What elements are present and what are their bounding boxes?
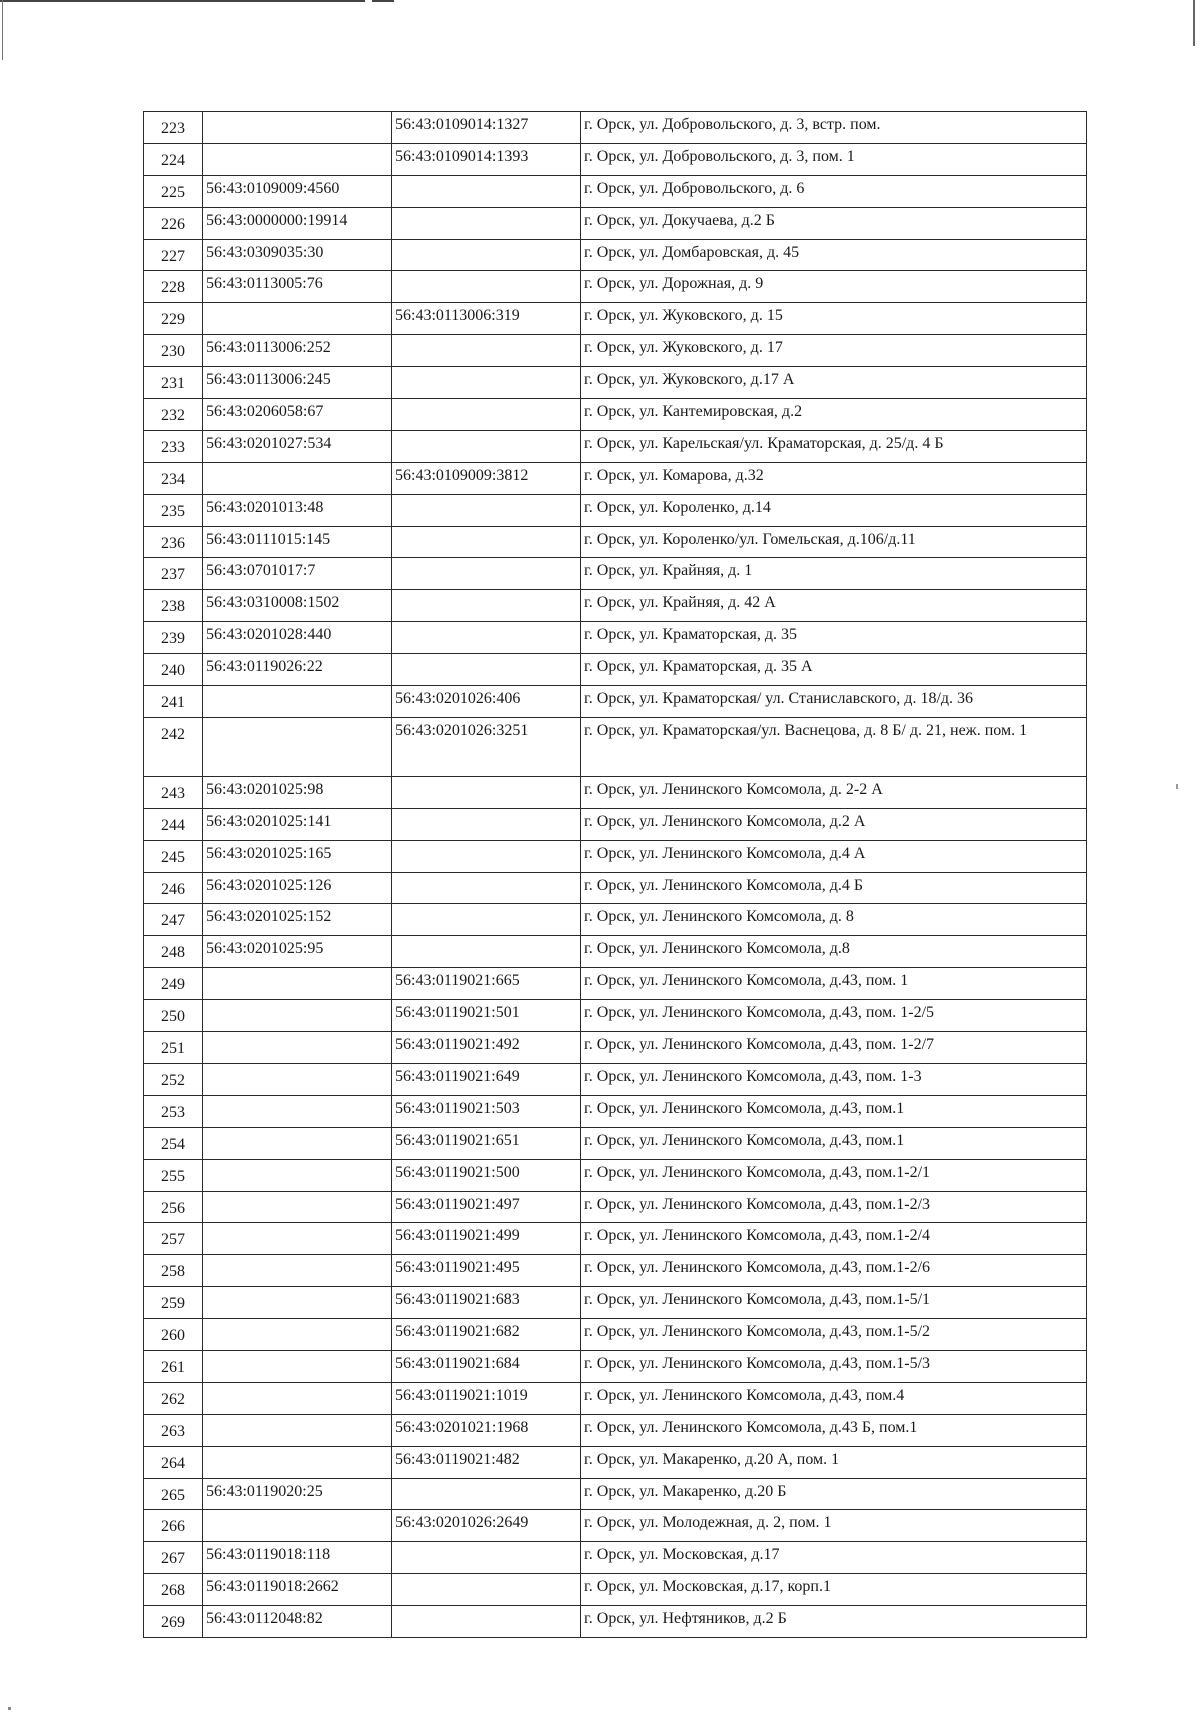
- address-cell: г. Орск, ул. Крайняя, д. 42 А: [581, 590, 1087, 622]
- cadastral-object-cell: 56:43:0109014:1393: [392, 143, 581, 175]
- cadastral-object-cell: 56:43:0201026:406: [392, 686, 581, 718]
- table-row: [144, 808, 1087, 840]
- address-cell: г. Орск, ул. Ленинского Комсомола, д.43, пом.1-5/3: [581, 1350, 1087, 1382]
- table-row: [144, 1319, 1087, 1351]
- cadastral-land-cell: 56:43:0119020:25: [203, 1478, 392, 1510]
- table-row: [144, 494, 1087, 526]
- address-cell: г. Орск, ул. Ленинского Комсомола, д.43 Б, пом.1: [581, 1414, 1087, 1446]
- cadastral-object-cell: 56:43:0119021:495: [392, 1255, 581, 1287]
- row-number-cell: 227: [144, 239, 203, 271]
- address-cell: г. Орск, ул. Ленинского Комсомола, д.4 Б: [581, 872, 1087, 904]
- address-cell: г. Орск, ул. Ленинского Комсомола, д.4 А: [581, 840, 1087, 872]
- row-number-cell: 264: [144, 1446, 203, 1478]
- address-cell: г. Орск, ул. Ленинского Комсомола, д.8: [581, 936, 1087, 968]
- row-number-cell: 245: [144, 840, 203, 872]
- cadastral-object-cell: 56:43:0119021:499: [392, 1223, 581, 1255]
- row-number-cell: 239: [144, 622, 203, 654]
- table-row: [144, 1255, 1087, 1287]
- table-row: [144, 526, 1087, 558]
- row-number-cell: 250: [144, 1000, 203, 1032]
- cadastral-land-cell: [203, 1414, 392, 1446]
- row-number-cell: 241: [144, 686, 203, 718]
- address-cell: г. Орск, ул. Ленинского Комсомола, д.43, пом.1-2/3: [581, 1191, 1087, 1223]
- cadastral-object-cell: 56:43:0119021:492: [392, 1032, 581, 1064]
- table-row: [144, 1574, 1087, 1606]
- row-number-cell: 263: [144, 1414, 203, 1446]
- cadastral-land-cell: [203, 1127, 392, 1159]
- table-row: [144, 1159, 1087, 1191]
- address-cell: г. Орск, ул. Короленко, д.14: [581, 494, 1087, 526]
- cadastral-land-cell: [203, 1255, 392, 1287]
- address-cell: г. Орск, ул. Жуковского, д.17 А: [581, 367, 1087, 399]
- cadastral-land-cell: 56:43:0206058:67: [203, 399, 392, 431]
- address-cell: г. Орск, ул. Краматорская/ул. Васнецова, д. 8 Б/ д. 21, неж. пом. 1: [581, 717, 1087, 776]
- table-row: [144, 1350, 1087, 1382]
- cadastral-land-cell: [203, 1319, 392, 1351]
- row-number-cell: 231: [144, 367, 203, 399]
- address-cell: г. Орск, ул. Ленинского Комсомола, д.43, пом.1-2/4: [581, 1223, 1087, 1255]
- cadastral-object-cell: 56:43:0119021:651: [392, 1127, 581, 1159]
- table-row: [144, 1127, 1087, 1159]
- cadastral-object-cell: [392, 558, 581, 590]
- table-row: [144, 686, 1087, 718]
- table-row: [144, 239, 1087, 271]
- cadastral-object-cell: 56:43:0119021:682: [392, 1319, 581, 1351]
- cadastral-land-cell: [203, 1032, 392, 1064]
- row-number-cell: 256: [144, 1191, 203, 1223]
- address-cell: г. Орск, ул. Дорожная, д. 9: [581, 271, 1087, 303]
- cadastral-land-cell: 56:43:0201025:95: [203, 936, 392, 968]
- row-number-cell: 238: [144, 590, 203, 622]
- row-number-cell: 251: [144, 1032, 203, 1064]
- address-cell: г. Орск, ул. Московская, д.17: [581, 1542, 1087, 1574]
- row-number-cell: 235: [144, 494, 203, 526]
- cadastral-land-cell: [203, 1350, 392, 1382]
- cadastral-land-cell: [203, 1223, 392, 1255]
- cadastral-land-cell: [203, 1446, 392, 1478]
- row-number-cell: 267: [144, 1542, 203, 1574]
- scan-edge-top: [0, 0, 365, 2]
- row-number-cell: 237: [144, 558, 203, 590]
- cadastral-object-cell: [392, 622, 581, 654]
- cadastral-object-cell: 56:43:0113006:319: [392, 303, 581, 335]
- row-number-cell: 226: [144, 207, 203, 239]
- address-cell: г. Орск, ул. Краматорская, д. 35: [581, 622, 1087, 654]
- cadastral-object-cell: [392, 207, 581, 239]
- cadastral-land-cell: 56:43:0112048:82: [203, 1606, 392, 1638]
- address-cell: г. Орск, ул. Ленинского Комсомола, д.43, пом.1-5/2: [581, 1319, 1087, 1351]
- address-cell: г. Орск, ул. Комарова, д.32: [581, 462, 1087, 494]
- address-cell: г. Орск, ул. Ленинского Комсомола, д.43, пом. 1: [581, 968, 1087, 1000]
- table-row: [144, 904, 1087, 936]
- cadastral-land-cell: [203, 303, 392, 335]
- table-row: [144, 1063, 1087, 1095]
- cadastral-object-cell: [392, 1574, 581, 1606]
- row-number-cell: 257: [144, 1223, 203, 1255]
- row-number-cell: 233: [144, 430, 203, 462]
- address-cell: г. Орск, ул. Добровольского, д. 6: [581, 175, 1087, 207]
- address-cell: г. Орск, ул. Ленинского Комсомола, д. 2-2 А: [581, 776, 1087, 808]
- address-cell: г. Орск, ул. Ленинского Комсомола, д.43, пом.1-5/1: [581, 1287, 1087, 1319]
- address-cell: г. Орск, ул. Кантемировская, д.2: [581, 399, 1087, 431]
- cadastral-object-cell: 56:43:0119021:500: [392, 1159, 581, 1191]
- cadastral-land-cell: [203, 1287, 392, 1319]
- address-cell: г. Орск, ул. Карельская/ул. Краматорская, д. 25/д. 4 Б: [581, 430, 1087, 462]
- row-number-cell: 254: [144, 1127, 203, 1159]
- address-cell: г. Орск, ул. Короленко/ул. Гомельская, д.106/д.11: [581, 526, 1087, 558]
- table-row: [144, 1032, 1087, 1064]
- row-number-cell: 229: [144, 303, 203, 335]
- address-cell: г. Орск, ул. Ленинского Комсомола, д. 8: [581, 904, 1087, 936]
- table-row: [144, 207, 1087, 239]
- row-number-cell: 259: [144, 1287, 203, 1319]
- row-number-cell: 252: [144, 1063, 203, 1095]
- cadastral-object-cell: [392, 271, 581, 303]
- cadastral-object-cell: [392, 590, 581, 622]
- table-row: [144, 175, 1087, 207]
- address-cell: г. Орск, ул. Жуковского, д. 17: [581, 335, 1087, 367]
- address-cell: г. Орск, ул. Макаренко, д.20 А, пом. 1: [581, 1446, 1087, 1478]
- cadastral-object-cell: 56:43:0119021:684: [392, 1350, 581, 1382]
- table-row: [144, 1287, 1087, 1319]
- cadastral-object-cell: [392, 808, 581, 840]
- cadastral-land-cell: [203, 968, 392, 1000]
- cadastral-land-cell: 56:43:0113006:252: [203, 335, 392, 367]
- table-row: [144, 840, 1087, 872]
- row-number-cell: 246: [144, 872, 203, 904]
- address-cell: г. Орск, ул. Макаренко, д.20 Б: [581, 1478, 1087, 1510]
- table-row: [144, 1542, 1087, 1574]
- table-row: [144, 399, 1087, 431]
- cadastral-land-cell: [203, 1159, 392, 1191]
- address-cell: г. Орск, ул. Докучаева, д.2 Б: [581, 207, 1087, 239]
- row-number-cell: 261: [144, 1350, 203, 1382]
- row-number-cell: 247: [144, 904, 203, 936]
- row-number-cell: 240: [144, 654, 203, 686]
- address-cell: г. Орск, ул. Ленинского Комсомола, д.43, пом.1: [581, 1095, 1087, 1127]
- cadastral-land-cell: [203, 1063, 392, 1095]
- cadastral-land-cell: 56:43:0113005:76: [203, 271, 392, 303]
- scan-edge-top-fragment: [372, 0, 394, 2]
- cadastral-object-cell: 56:43:0201026:2649: [392, 1510, 581, 1542]
- cadastral-land-cell: 56:43:0109009:4560: [203, 175, 392, 207]
- table-row: [144, 1191, 1087, 1223]
- table-row: [144, 1095, 1087, 1127]
- table-row: [144, 1414, 1087, 1446]
- cadastral-object-cell: [392, 526, 581, 558]
- scan-edge-right: [1193, 0, 1195, 46]
- row-number-cell: 244: [144, 808, 203, 840]
- address-cell: г. Орск, ул. Ленинского Комсомола, д.43, пом.1-2/1: [581, 1159, 1087, 1191]
- address-cell: г. Орск, ул. Молодежная, д. 2, пом. 1: [581, 1510, 1087, 1542]
- scan-speck: [1176, 784, 1178, 789]
- cadastral-land-cell: 56:43:0119018:118: [203, 1542, 392, 1574]
- cadastral-land-cell: [203, 143, 392, 175]
- address-cell: г. Орск, ул. Крайняя, д. 1: [581, 558, 1087, 590]
- table-row: [144, 143, 1087, 175]
- address-cell: г. Орск, ул. Краматорская/ ул. Станиславского, д. 18/д. 36: [581, 686, 1087, 718]
- cadastral-object-cell: 56:43:0119021:1019: [392, 1382, 581, 1414]
- cadastral-object-cell: 56:43:0119021:497: [392, 1191, 581, 1223]
- row-number-cell: 266: [144, 1510, 203, 1542]
- property-registry-table: [143, 111, 1087, 1638]
- row-number-cell: 260: [144, 1319, 203, 1351]
- table-row: [144, 271, 1087, 303]
- cadastral-land-cell: 56:43:0201025:98: [203, 776, 392, 808]
- table-row: [144, 872, 1087, 904]
- table-row: [144, 1478, 1087, 1510]
- address-cell: г. Орск, ул. Ленинского Комсомола, д.43, пом.4: [581, 1382, 1087, 1414]
- address-cell: г. Орск, ул. Добровольского, д. 3, пом. 1: [581, 143, 1087, 175]
- table-row: [144, 367, 1087, 399]
- row-number-cell: 255: [144, 1159, 203, 1191]
- address-cell: г. Орск, ул. Домбаровская, д. 45: [581, 239, 1087, 271]
- address-cell: г. Орск, ул. Добровольского, д. 3, встр. пом.: [581, 112, 1087, 144]
- cadastral-object-cell: 56:43:0109009:3812: [392, 462, 581, 494]
- cadastral-object-cell: 56:43:0119021:683: [392, 1287, 581, 1319]
- table-row: [144, 112, 1087, 144]
- cadastral-land-cell: 56:43:0113006:245: [203, 367, 392, 399]
- table-row: [144, 936, 1087, 968]
- address-cell: г. Орск, ул. Ленинского Комсомола, д.43, пом. 1-2/5: [581, 1000, 1087, 1032]
- row-number-cell: 249: [144, 968, 203, 1000]
- cadastral-land-cell: 56:43:0201025:141: [203, 808, 392, 840]
- cadastral-object-cell: 56:43:0119021:503: [392, 1095, 581, 1127]
- cadastral-land-cell: 56:43:0201028:440: [203, 622, 392, 654]
- table-row: [144, 968, 1087, 1000]
- cadastral-object-cell: 56:43:0201026:3251: [392, 717, 581, 776]
- cadastral-object-cell: [392, 494, 581, 526]
- row-number-cell: 253: [144, 1095, 203, 1127]
- table-row: [144, 590, 1087, 622]
- row-number-cell: 248: [144, 936, 203, 968]
- cadastral-object-cell: 56:43:0119021:501: [392, 1000, 581, 1032]
- address-cell: г. Орск, ул. Ленинского Комсомола, д.43, пом.1-2/6: [581, 1255, 1087, 1287]
- table-row: [144, 335, 1087, 367]
- scan-edge-left: [2, 0, 3, 60]
- cadastral-land-cell: [203, 1191, 392, 1223]
- cadastral-object-cell: [392, 840, 581, 872]
- table-row: [144, 430, 1087, 462]
- row-number-cell: 236: [144, 526, 203, 558]
- table-row: [144, 776, 1087, 808]
- scan-speck-bottom: [8, 1707, 11, 1710]
- table-row: [144, 303, 1087, 335]
- cadastral-object-cell: 56:43:0119021:482: [392, 1446, 581, 1478]
- cadastral-land-cell: 56:43:0201025:126: [203, 872, 392, 904]
- cadastral-land-cell: 56:43:0310008:1502: [203, 590, 392, 622]
- cadastral-object-cell: [392, 872, 581, 904]
- cadastral-object-cell: 56:43:0201021:1968: [392, 1414, 581, 1446]
- address-cell: г. Орск, ул. Ленинского Комсомола, д.43, пом. 1-2/7: [581, 1032, 1087, 1064]
- cadastral-object-cell: 56:43:0119021:665: [392, 968, 581, 1000]
- cadastral-land-cell: 56:43:0201025:152: [203, 904, 392, 936]
- cadastral-object-cell: [392, 1542, 581, 1574]
- cadastral-land-cell: 56:43:0201027:534: [203, 430, 392, 462]
- cadastral-object-cell: [392, 1606, 581, 1638]
- cadastral-land-cell: [203, 1095, 392, 1127]
- row-number-cell: 269: [144, 1606, 203, 1638]
- row-number-cell: 225: [144, 175, 203, 207]
- table-row: [144, 717, 1087, 776]
- row-number-cell: 223: [144, 112, 203, 144]
- cadastral-land-cell: 56:43:0111015:145: [203, 526, 392, 558]
- row-number-cell: 224: [144, 143, 203, 175]
- cadastral-land-cell: [203, 1382, 392, 1414]
- cadastral-land-cell: [203, 717, 392, 776]
- row-number-cell: 234: [144, 462, 203, 494]
- cadastral-land-cell: 56:43:0119018:2662: [203, 1574, 392, 1606]
- table-row: [144, 1382, 1087, 1414]
- cadastral-object-cell: [392, 936, 581, 968]
- cadastral-land-cell: 56:43:0701017:7: [203, 558, 392, 590]
- address-cell: г. Орск, ул. Ленинского Комсомола, д.43, пом. 1-3: [581, 1063, 1087, 1095]
- registry-body: [144, 112, 1087, 1638]
- cadastral-land-cell: [203, 462, 392, 494]
- cadastral-object-cell: [392, 654, 581, 686]
- row-number-cell: 265: [144, 1478, 203, 1510]
- cadastral-land-cell: [203, 686, 392, 718]
- cadastral-land-cell: 56:43:0119026:22: [203, 654, 392, 686]
- row-number-cell: 242: [144, 717, 203, 776]
- address-cell: г. Орск, ул. Нефтяников, д.2 Б: [581, 1606, 1087, 1638]
- row-number-cell: 268: [144, 1574, 203, 1606]
- cadastral-object-cell: [392, 904, 581, 936]
- cadastral-land-cell: [203, 1000, 392, 1032]
- cadastral-object-cell: 56:43:0119021:649: [392, 1063, 581, 1095]
- cadastral-land-cell: [203, 1510, 392, 1542]
- address-cell: г. Орск, ул. Ленинского Комсомола, д.43, пом.1: [581, 1127, 1087, 1159]
- table-row: [144, 1446, 1087, 1478]
- table-row: [144, 654, 1087, 686]
- row-number-cell: 228: [144, 271, 203, 303]
- row-number-cell: 258: [144, 1255, 203, 1287]
- cadastral-land-cell: 56:43:0201025:165: [203, 840, 392, 872]
- cadastral-object-cell: 56:43:0109014:1327: [392, 112, 581, 144]
- address-cell: г. Орск, ул. Московская, д.17, корп.1: [581, 1574, 1087, 1606]
- table-row: [144, 1223, 1087, 1255]
- cadastral-object-cell: [392, 175, 581, 207]
- cadastral-object-cell: [392, 776, 581, 808]
- address-cell: г. Орск, ул. Жуковского, д. 15: [581, 303, 1087, 335]
- address-cell: г. Орск, ул. Ленинского Комсомола, д.2 А: [581, 808, 1087, 840]
- cadastral-land-cell: 56:43:0201013:48: [203, 494, 392, 526]
- table-row: [144, 1510, 1087, 1542]
- table-row: [144, 558, 1087, 590]
- cadastral-object-cell: [392, 1478, 581, 1510]
- cadastral-object-cell: [392, 399, 581, 431]
- table-row: [144, 462, 1087, 494]
- row-number-cell: 230: [144, 335, 203, 367]
- cadastral-object-cell: [392, 239, 581, 271]
- row-number-cell: 243: [144, 776, 203, 808]
- address-cell: г. Орск, ул. Краматорская, д. 35 А: [581, 654, 1087, 686]
- cadastral-object-cell: [392, 335, 581, 367]
- cadastral-land-cell: 56:43:0309035:30: [203, 239, 392, 271]
- cadastral-object-cell: [392, 367, 581, 399]
- row-number-cell: 232: [144, 399, 203, 431]
- table-row: [144, 622, 1087, 654]
- row-number-cell: 262: [144, 1382, 203, 1414]
- table-row: [144, 1000, 1087, 1032]
- cadastral-land-cell: [203, 112, 392, 144]
- cadastral-object-cell: [392, 430, 581, 462]
- table-row: [144, 1606, 1087, 1638]
- cadastral-land-cell: 56:43:0000000:19914: [203, 207, 392, 239]
